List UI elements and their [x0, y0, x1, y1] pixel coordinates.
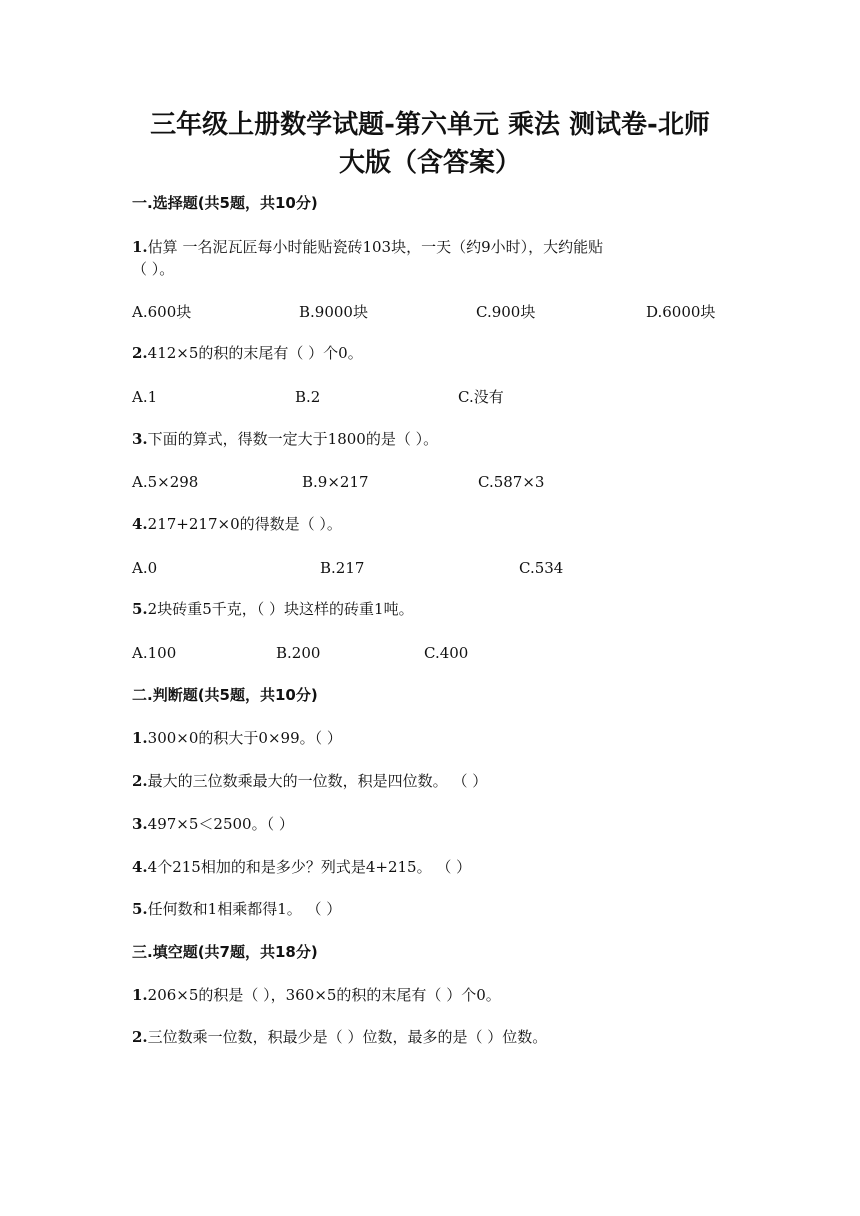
section-heading-fill-in: 三.填空题(共7题，共18分): [132, 943, 318, 961]
question-number: 1.: [132, 238, 148, 256]
question-number: 4.: [132, 515, 148, 533]
question-text: 217+217×0的得数是（ ）。: [147, 515, 342, 533]
question-1-5: [132, 598, 414, 620]
question-number: 5.: [132, 900, 148, 918]
option-a: A.1: [132, 388, 158, 406]
question-number: 2.: [132, 344, 148, 362]
question-number: 3.: [132, 815, 148, 833]
question-number: 5.: [132, 600, 148, 618]
question-number: 1.: [132, 986, 148, 1004]
option-c: C.没有: [458, 388, 504, 406]
question-text: 2块砖重5千克，（ ）块这样的砖重1吨。: [147, 600, 414, 618]
question-2-1: [132, 727, 342, 749]
question-number: 2.: [132, 772, 148, 790]
section-heading-choice: 一.选择题(共5题，共10分): [132, 194, 318, 212]
question-number: 4.: [132, 858, 148, 876]
question-text: 最大的三位数乘最大的一位数，积是四位数。 （ ）: [147, 772, 488, 790]
question-2-4: [132, 856, 471, 878]
question-3-1: [132, 984, 501, 1006]
question-text: 206×5的积是（ ），360×5的积的末尾有（ ）个0。: [147, 986, 501, 1004]
option-b: B.9000块: [299, 303, 368, 321]
option-c: C.587×3: [478, 473, 545, 491]
question-1-2: [132, 342, 363, 364]
option-b: B.200: [276, 644, 321, 662]
question-text: 497×5＜2500。（ ）: [147, 815, 294, 833]
option-c: C.900块: [476, 303, 536, 321]
question-text: 估算 一名泥瓦匠每小时能贴瓷砖103块，一天（约9小时），大约能贴: [147, 238, 604, 256]
option-b: B.2: [295, 388, 321, 406]
question-number: 3.: [132, 430, 148, 448]
option-a: A.0: [132, 559, 158, 577]
question-1-3: [132, 428, 438, 450]
question-3-2: [132, 1026, 547, 1048]
question-text: 三位数乘一位数，积最少是（ ）位数，最多的是（ ）位数。: [147, 1028, 548, 1046]
title-line-1: 三年级上册数学试题-第六单元 乘法 测试卷-北师: [150, 110, 710, 140]
option-c: C.534: [519, 559, 564, 577]
question-2-2: [132, 770, 487, 792]
question-2-5: [132, 898, 341, 920]
question-number: 2.: [132, 1028, 148, 1046]
question-text: 300×0的积大于0×99。（ ）: [147, 729, 342, 747]
option-a: A.600块: [132, 303, 192, 321]
option-b: B.9×217: [302, 473, 369, 491]
question-1-4: [132, 513, 342, 535]
option-c: C.400: [424, 644, 469, 662]
question-text: 任何数和1相乘都得1。 （ ）: [147, 900, 342, 918]
page-title: [120, 106, 740, 182]
option-a: A.100: [132, 644, 177, 662]
question-1-1: [132, 236, 603, 258]
title-line-2: 大版（含答案）: [338, 148, 521, 178]
question-1-1-continued: （ ）。: [132, 260, 175, 278]
question-number: 1.: [132, 729, 148, 747]
option-a: A.5×298: [132, 473, 199, 491]
option-d: D.6000块: [646, 303, 716, 321]
question-text: 412×5的积的末尾有（ ）个0。: [147, 344, 363, 362]
question-text: 4个215相加的和是多少？列式是4+215。 （ ）: [147, 858, 472, 876]
section-heading-true-false: 二.判断题(共5题，共10分): [132, 686, 318, 704]
question-2-3: [132, 813, 294, 835]
option-b: B.217: [320, 559, 365, 577]
question-text: 下面的算式，得数一定大于1800的是（ ）。: [147, 430, 439, 448]
